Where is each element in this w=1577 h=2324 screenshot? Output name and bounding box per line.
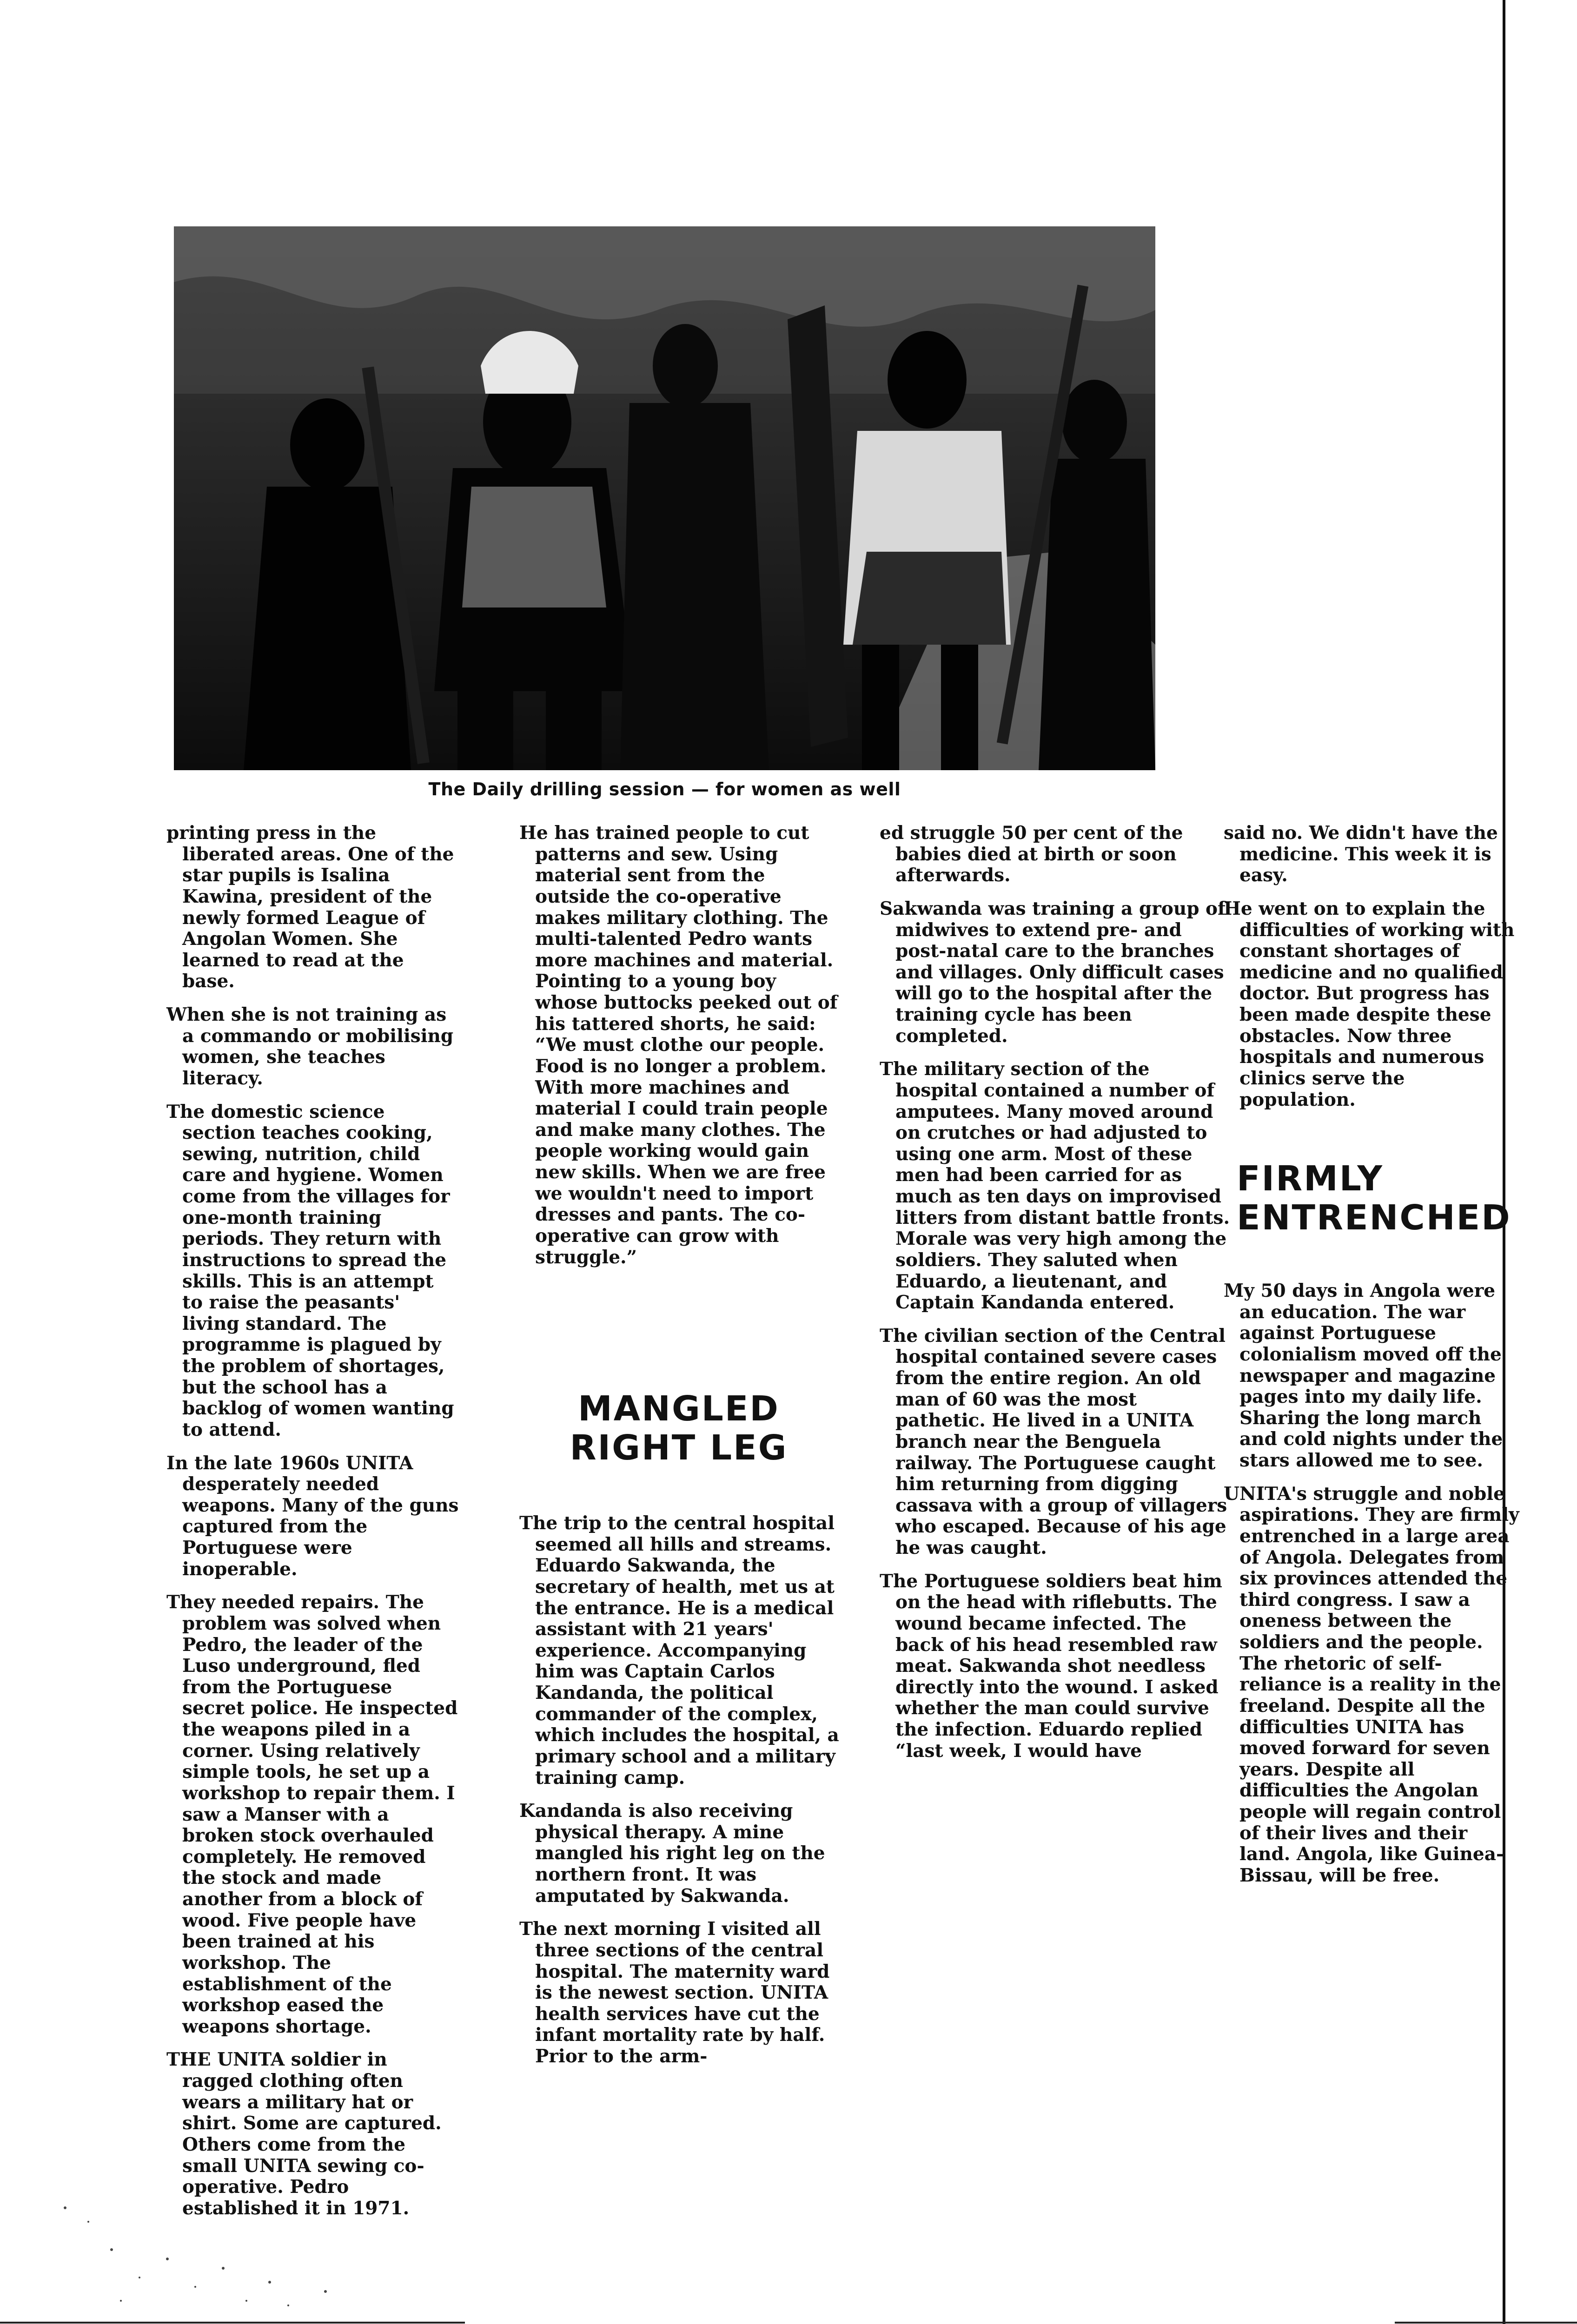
paragraph: The Portuguese soldiers beat him on the head with riflebutts. The wound became infected. The back of his head resembled raw meat. Sakwanda shot needless directly into the wound. I asked whether the man could survive the infection. Eduardo replied “last week, I would have: [880, 1570, 1222, 1762]
paragraph: ed struggle 50 per cent of the babies died at birth or soon afterwards.: [880, 822, 1183, 886]
scan-noise-specks: [46, 2194, 372, 2324]
paragraph: They needed repairs. The problem was solved when Pedro, the leader of the Luso underground, fled from the Portuguese secret police. He inspected the weapons piled in a corner. Using relatively simple tools, he set up a workshop to repair them. I saw a Manser with a broken stock overhauled completely. He removed the stock and made another from a block of wood. Five people have been trained at his workshop. The establishment of the workshop eased the weapons shortage.: [166, 1591, 458, 2037]
paragraph: When she is not training as a commando or mobilising women, she teaches literacy.: [166, 1004, 454, 1089]
article-column-4-continued: [1224, 1281, 1521, 1899]
article-column-4: [1224, 823, 1521, 1122]
paragraph: The civilian section of the Central hospital contained severe cases from the entire region. An old man of 60 was the most pathetic. He lived in a UNITA branch near the Benguela railway. The Portuguese caught him returning from digging cassava with a group of villagers who escaped. Because of his age he was caught.: [880, 1325, 1227, 1558]
paragraph: He went on to explain the difficulties of working with constant shortages of medicine and no qualified doctor. But progress has been made despite these obstacles. Now three hospitals and numerous clinics serve the population.: [1224, 898, 1515, 1110]
paragraph: The military section of the hospital contained a number of amputees. Many moved around on crutches or had adjusted to using one arm. Most of these men had been carried for as much as ten days on improvised litters from distant battle fronts. Morale was very high among the soldiers. They saluted when Eduardo, a lieutenant, and Captain Kandanda entered.: [880, 1058, 1230, 1314]
paragraph: The domestic science section teaches cooking, sewing, nutrition, child care and hygiene. Women come from the villages for one-month training periods. They return with instructions to spread the skills. This is an attempt to raise the peasants' living standard. The programme is plagued by the problem of shortages, but the school has a backlog of women wanting to attend.: [166, 1101, 454, 1440]
paragraph: Sakwanda was training a group of midwives to extend pre- and post-natal care to the branches and villages. Only difficult cases will go to the hospital after the training cycle has been completed.: [880, 898, 1226, 1047]
article-column-2: [519, 823, 842, 1280]
article-column-1: [166, 823, 460, 2231]
subheading-firmly-entrenched: FIRMLY ENTRENCHED: [1237, 1159, 1511, 1238]
paragraph: The trip to the central hospital seemed all hills and streams. Eduardo Sakwanda, the secretary of health, met us at the entrance. He is a medical assistant with 21 years' experience. Accompanying him was Captain Carlos Kandanda, the political commander of the complex, which includes the hospital, a primary school and a military training camp.: [519, 1512, 839, 1789]
bottom-rule-right: [1395, 2322, 1577, 2324]
paragraph: THE UNITA soldier in ragged clothing often wears a military hat or shirt. Some are captured. Others come from the small UNITA sewing co-operative. Pedro established it in 1971.: [166, 2049, 442, 2219]
paragraph: My 50 days in Angola were an education. The war against Portuguese colonialism moved off the newspaper and magazine pages into my daily life. Sharing the long march and cold nights under the stars allowed me to see.: [1224, 1280, 1503, 1471]
paragraph: The next morning I visited all three sections of the central hospital. The maternity ward is the newest section. UNITA health services have cut the infant mortality rate by half. Prior to the arm-: [519, 1918, 830, 2067]
photo-caption: The Daily drilling session — for women as well: [428, 779, 901, 799]
drilling-photo: [174, 226, 1155, 770]
article-column-2-continued: [519, 1513, 842, 2080]
paragraph: UNITA's struggle and noble aspirations. They are firmly entrenched in a large area of Angola. Delegates from six provinces attended the third congress. I saw a oneness between the soldiers and the people. The rhetoric of self-reliance is a reality in the freeland. Despite all the difficulties UNITA has moved forward for seven years. Despite all difficulties the Angolan people will regain control of their lives and their land. Angola, like Guinea-Bissau, will be free.: [1224, 1483, 1519, 1886]
paragraph: said no. We didn't have the medicine. This week it is easy.: [1224, 822, 1498, 886]
paragraph: Kandanda is also receiving physical therapy. A mine mangled his right leg on the northern front. It was amputated by Sakwanda.: [519, 1800, 825, 1907]
photo-illustration: [174, 226, 1155, 770]
paragraph: He has trained people to cut patterns and sew. Using material sent from the outside the co-operative makes military clothing. The multi-talented Pedro wants more machines and material. Pointing to a young boy whose buttocks peeked out of his tattered shorts, he said: “We must clothe our people. Food is no longer a problem. With more machines and material I could train people and make many clothes. The people working would gain new skills. When we are free we wouldn't need to import dresses and pants. The co-operative can grow with struggle.”: [519, 822, 838, 1268]
subheading-mangled-right-leg: MANGLED RIGHT LEG: [570, 1389, 788, 1468]
paragraph: printing press in the liberated areas. One of the star pupils is Isalina Kawina, president of the newly formed League of Angolan Women. She learned to read at the base.: [166, 822, 454, 992]
paragraph: In the late 1960s UNITA desperately needed weapons. Many of the guns captured from the Portuguese were inoperable.: [166, 1452, 459, 1580]
article-column-3: [880, 823, 1231, 1774]
